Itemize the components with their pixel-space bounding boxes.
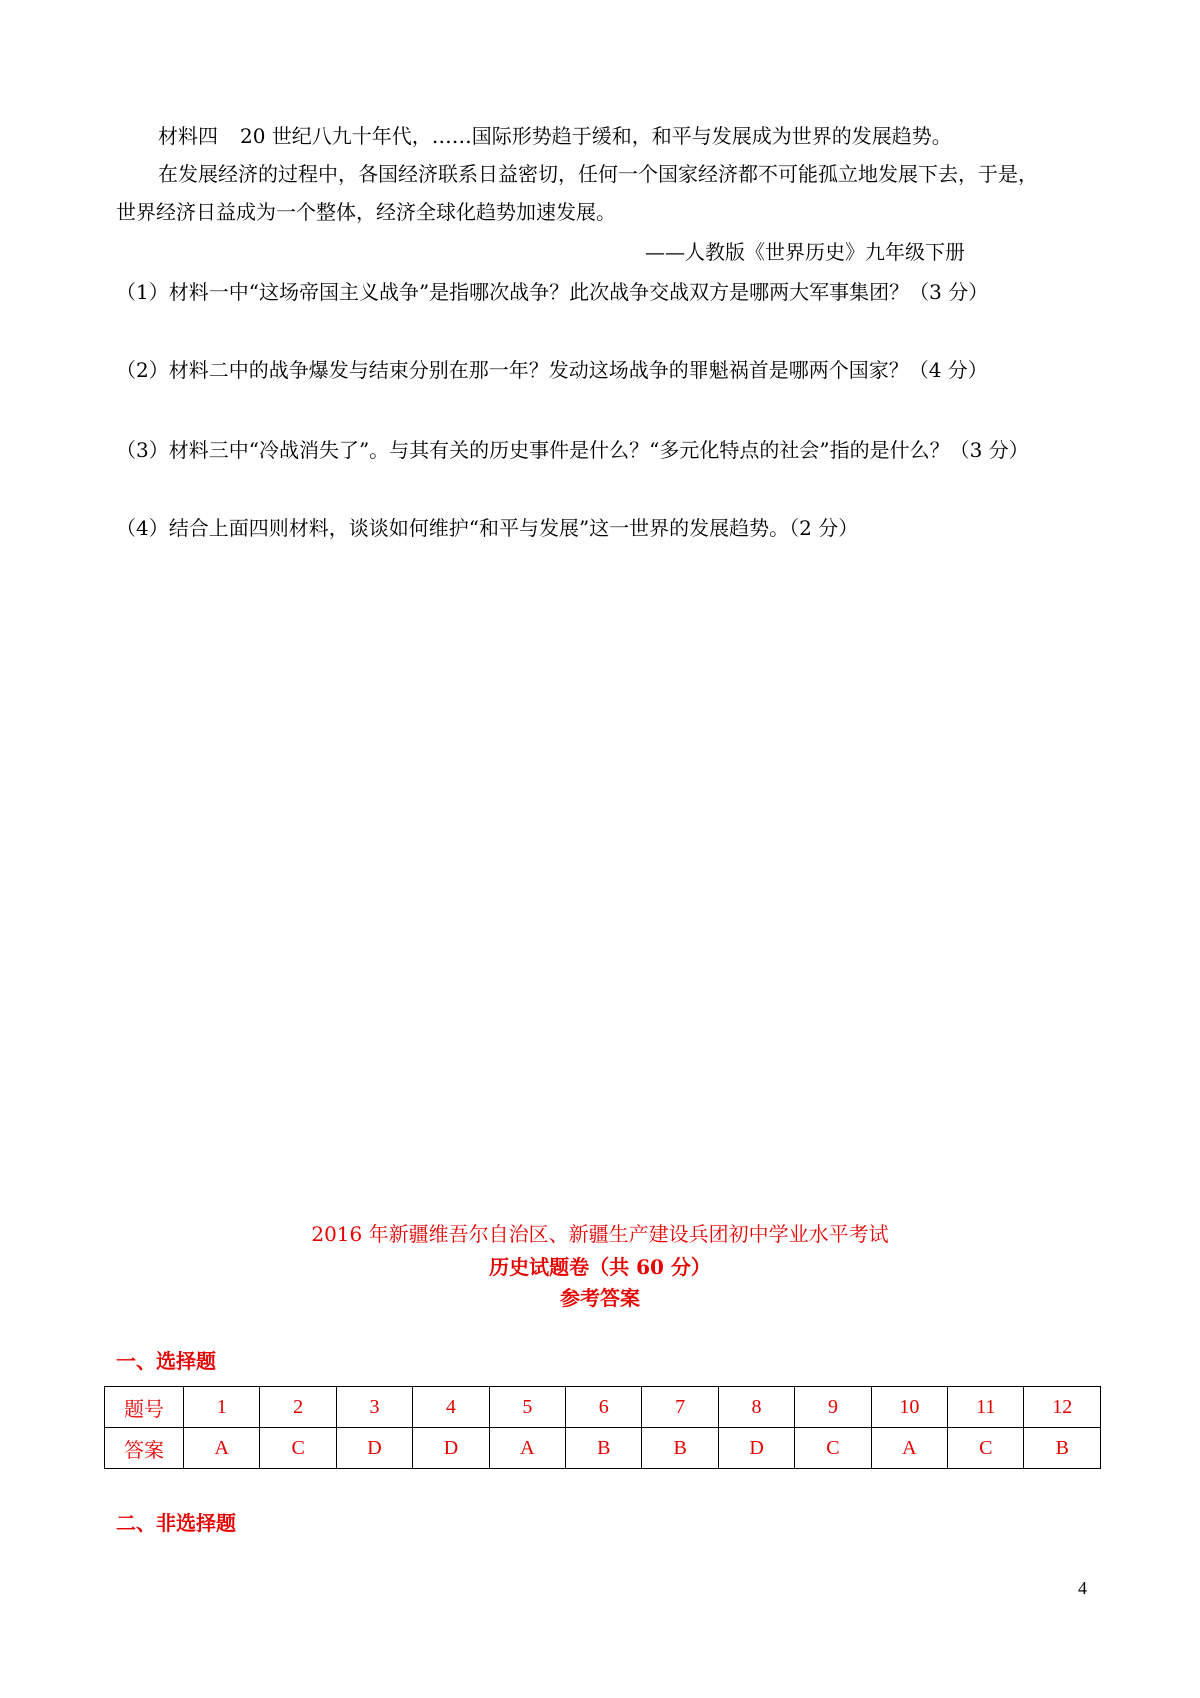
- row-label-number: 题号: [105, 1387, 184, 1428]
- answer-cell: D: [718, 1428, 794, 1469]
- answer-cell: B: [642, 1428, 718, 1469]
- question-number: 12: [1024, 1387, 1101, 1428]
- question-number: 5: [489, 1387, 565, 1428]
- answer-cell: D: [336, 1428, 412, 1469]
- row-label-answer: 答案: [105, 1428, 184, 1469]
- question-number: 11: [948, 1387, 1024, 1428]
- answer-table: [104, 1386, 1101, 1469]
- answer-caption: 参考答案: [560, 1286, 640, 1310]
- question-number: 2: [260, 1387, 336, 1428]
- question-number: 7: [642, 1387, 718, 1428]
- section2-title: 二、非选择题: [116, 1511, 236, 1535]
- question-number: 9: [795, 1387, 871, 1428]
- material4-line1: [158, 122, 952, 150]
- question-4: （4）结合上面四则材料，谈谈如何维护“和平与发展”这一世界的发展趋势。（2 分）: [116, 516, 859, 540]
- section1-title: 一、选择题: [116, 1349, 216, 1373]
- material4-line2: 在发展经济的过程中，各国经济联系日益密切，任何一个国家经济都不可能孤立地发展下去，于是，: [158, 162, 1038, 186]
- answer-cell: A: [184, 1428, 260, 1469]
- question-1: （1）材料一中“这场帝国主义战争”是指哪次战争？此次战争交战双方是哪两大军事集团？（3 分）: [116, 280, 989, 304]
- answer-cell: C: [948, 1428, 1024, 1469]
- answer-cell: B: [566, 1428, 642, 1469]
- table-row-numbers: [105, 1387, 1101, 1428]
- material4-text: 20 世纪八九十年代，……国际形势趋于缓和，和平与发展成为世界的发展趋势。: [240, 124, 952, 148]
- material4-label: 材料四: [158, 124, 218, 148]
- material4-source: ——人教版《世界历史》九年级下册: [645, 240, 965, 264]
- answer-cell: B: [1024, 1428, 1101, 1469]
- table-row-answers: [105, 1428, 1101, 1469]
- answer-cell: A: [489, 1428, 565, 1469]
- answer-cell: C: [260, 1428, 336, 1469]
- answer-subtitle: 历史试题卷（共 60 分）: [489, 1255, 711, 1279]
- question-number: 1: [184, 1387, 260, 1428]
- question-3: （3）材料三中“冷战消失了”。与其有关的历史事件是什么？“多元化特点的社会”指的是什么？（3 分）: [116, 438, 1029, 462]
- answer-cell: C: [795, 1428, 871, 1469]
- question-number: 4: [413, 1387, 489, 1428]
- answer-cell: A: [871, 1428, 947, 1469]
- answer-title: 2016 年新疆维吾尔自治区、新疆生产建设兵团初中学业水平考试: [311, 1222, 889, 1246]
- question-number: 10: [871, 1387, 947, 1428]
- page-number: 4: [1078, 1578, 1087, 1598]
- question-2: （2）材料二中的战争爆发与结束分别在那一年？发动这场战争的罪魁祸首是哪两个国家？（4 分）: [116, 358, 988, 382]
- question-number: 8: [718, 1387, 794, 1428]
- question-number: 6: [566, 1387, 642, 1428]
- material4-line3: 世界经济日益成为一个整体，经济全球化趋势加速发展。: [116, 200, 616, 224]
- question-number: 3: [336, 1387, 412, 1428]
- answer-cell: D: [413, 1428, 489, 1469]
